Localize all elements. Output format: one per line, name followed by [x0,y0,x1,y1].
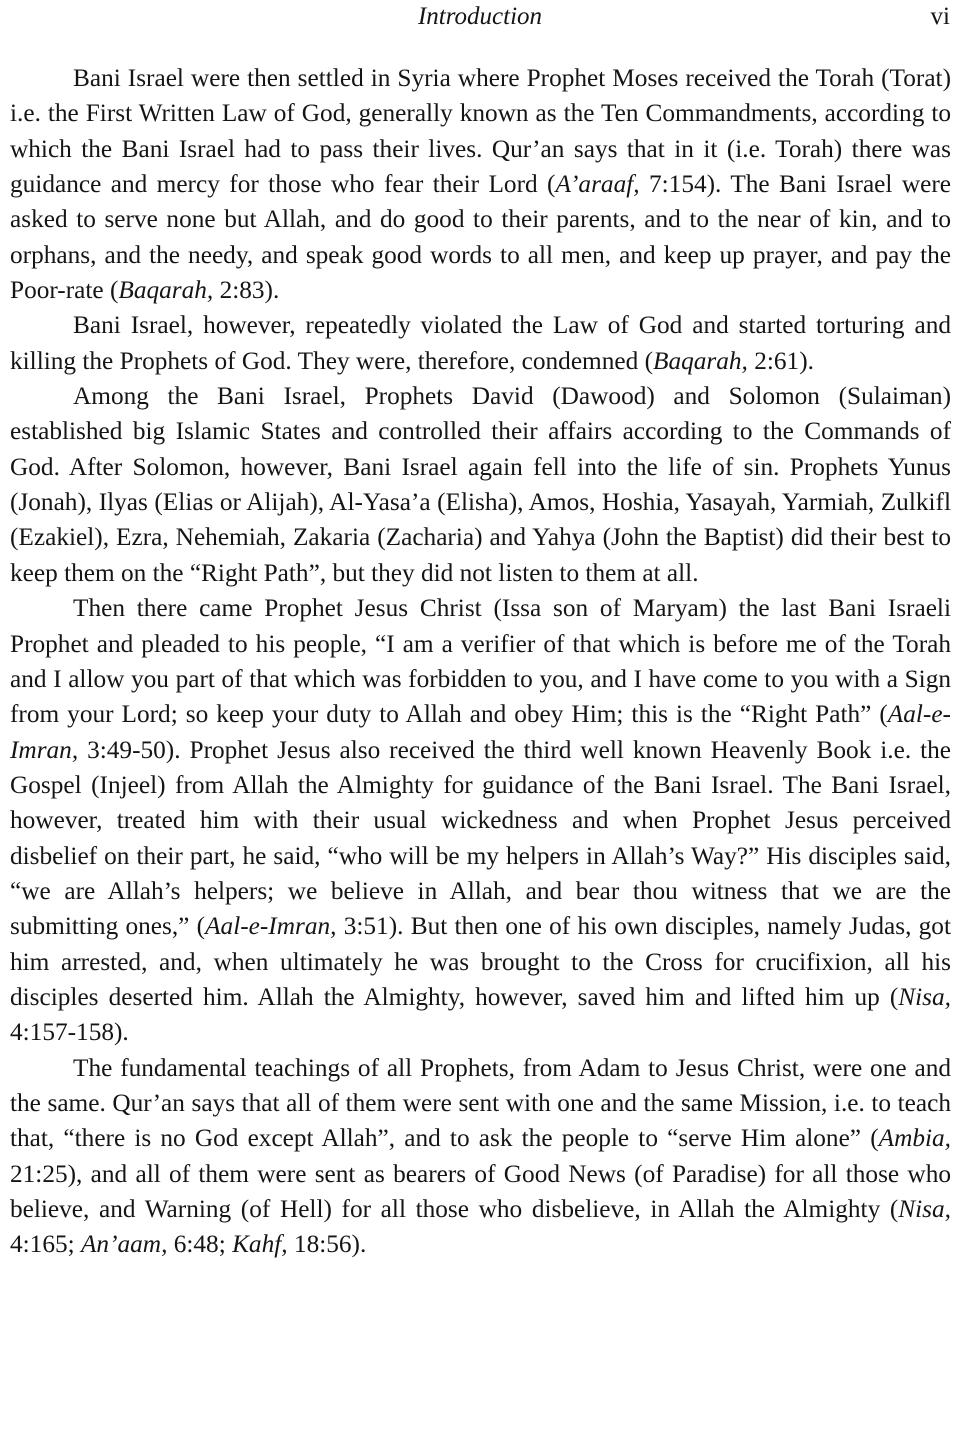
text-span: 3:49-50). Prophet Jesus also received the third well known Heavenly Book i.e. the Gospel (Injeel) from Allah the Almighty for guidance of the Bani Israel. The Bani Israel, however, treated him with their usual wickedness and when Prophet Jesus perceived disbelief on their part, he said, “who will be my helpers in Allah’s Way?” His disciples said, “we are Allah’s helpers; we believe in Allah, and bear thou witness that we are the submitting ones,” ( [10,735,951,941]
surah-reference: Ambia, [878,1124,951,1153]
paragraph-violation [10,308,951,379]
text-span: 4:157-158). [10,1018,129,1047]
surah-reference: Nisa, [898,982,951,1011]
text-span: 6:48; [167,1230,233,1259]
surah-reference: An’aam, [80,1230,168,1259]
surah-reference: Baqarah, [118,276,214,305]
text-span: Bani Israel, however, repeatedly violated the Law of God and started torturing and killing the Prophets of God. They were, therefore, condemned ( [10,311,951,375]
running-title: Introduction [417,3,543,30]
surah-reference: A’araaf, [555,170,640,199]
paragraph-jesus [10,591,951,1050]
text-span: 4:165; [10,1230,81,1259]
text-span: 18:56). [287,1230,367,1259]
page-number: vi [930,3,950,30]
text-span: 2:83). [213,276,280,305]
paragraph-torah [10,61,951,308]
paragraph-prophets [10,379,951,591]
body-text [10,61,951,1263]
surah-reference: Aal-e-Imran, [10,700,951,764]
text-span: 3:51). But then one of his own disciples, namely Judas, got him arrested, and, when ultimately he was brought to the Cross for crucifixion, all his disciples deserted him. Allah the Almighty, however, saved him and lifted him up ( [10,912,951,1011]
text-span: Bani Israel were then settled in Syria where Prophet Moses received the Torah (Torat) i.e. the First Written Law of God, generally known as the Ten Commandments, according to which the Bani Israel had to pass their lives. Qur’an says that in it (i.e. Torah) there was guidance and mercy for those who fear their Lord ( [10,64,951,199]
text-span: Then there came Prophet Jesus Christ (Issa son of Maryam) the last Bani Israeli Prophet and pleaded to his people, “I am a verifier of that which is before me of the Torah and I allow you part of that which was forbidden to you, and I have come to you with a Sign from your Lord; so keep your duty to Allah and obey Him; this is the “Right Path” ( [10,594,951,729]
text-span: 21:25), and all of them were sent as bearers of Good News (of Paradise) for all those who believe, and Warning (of Hell) for all those who disbelieve, in Allah the Almighty ( [10,1159,951,1223]
surah-reference: Kahf, [232,1230,288,1259]
surah-reference: Aal-e-Imran, [205,912,337,941]
paragraph-teachings [10,1051,951,1263]
text-span: The fundamental teachings of all Prophets, from Adam to Jesus Christ, were one and the same. Qur’an says that all of them were sent with one and the same Mission, i.e. to teach that, “there is no God except Allah”, and to ask the people to “serve Him alone” ( [10,1053,951,1153]
text-span: Among the Bani Israel, Prophets David (Dawood) and Solomon (Sulaiman) established big Islamic States and controlled their affairs according to the Commands of God. After Solomon, however, Bani Israel again fell into the life of sin. Prophets Yunus (Jonah), Ilyas (Elias or Alijah), Al-Yasa’a (Elisha), Amos, Hoshia, Yasayah, Yarmiah, Zulkifl (Ezakiel), Ezra, Nehemiah, Zakaria (Zacharia) and Yahya (John the Baptist) did their best to keep them on the “Right Path”, but they did not listen to them at all. [10,382,951,587]
surah-reference: Nisa, [898,1195,951,1223]
surah-reference: Baqarah, [653,346,748,375]
page-header [0,0,960,40]
text-span: 2:61). [747,346,814,375]
text-span: 7:154). The Bani Israel were asked to serve none but Allah, and do good to their parents, and to the near of kin, and to orphans, and the needy, and speak good words to all men, and keep up prayer, and pay the Poor-rate ( [10,170,951,305]
